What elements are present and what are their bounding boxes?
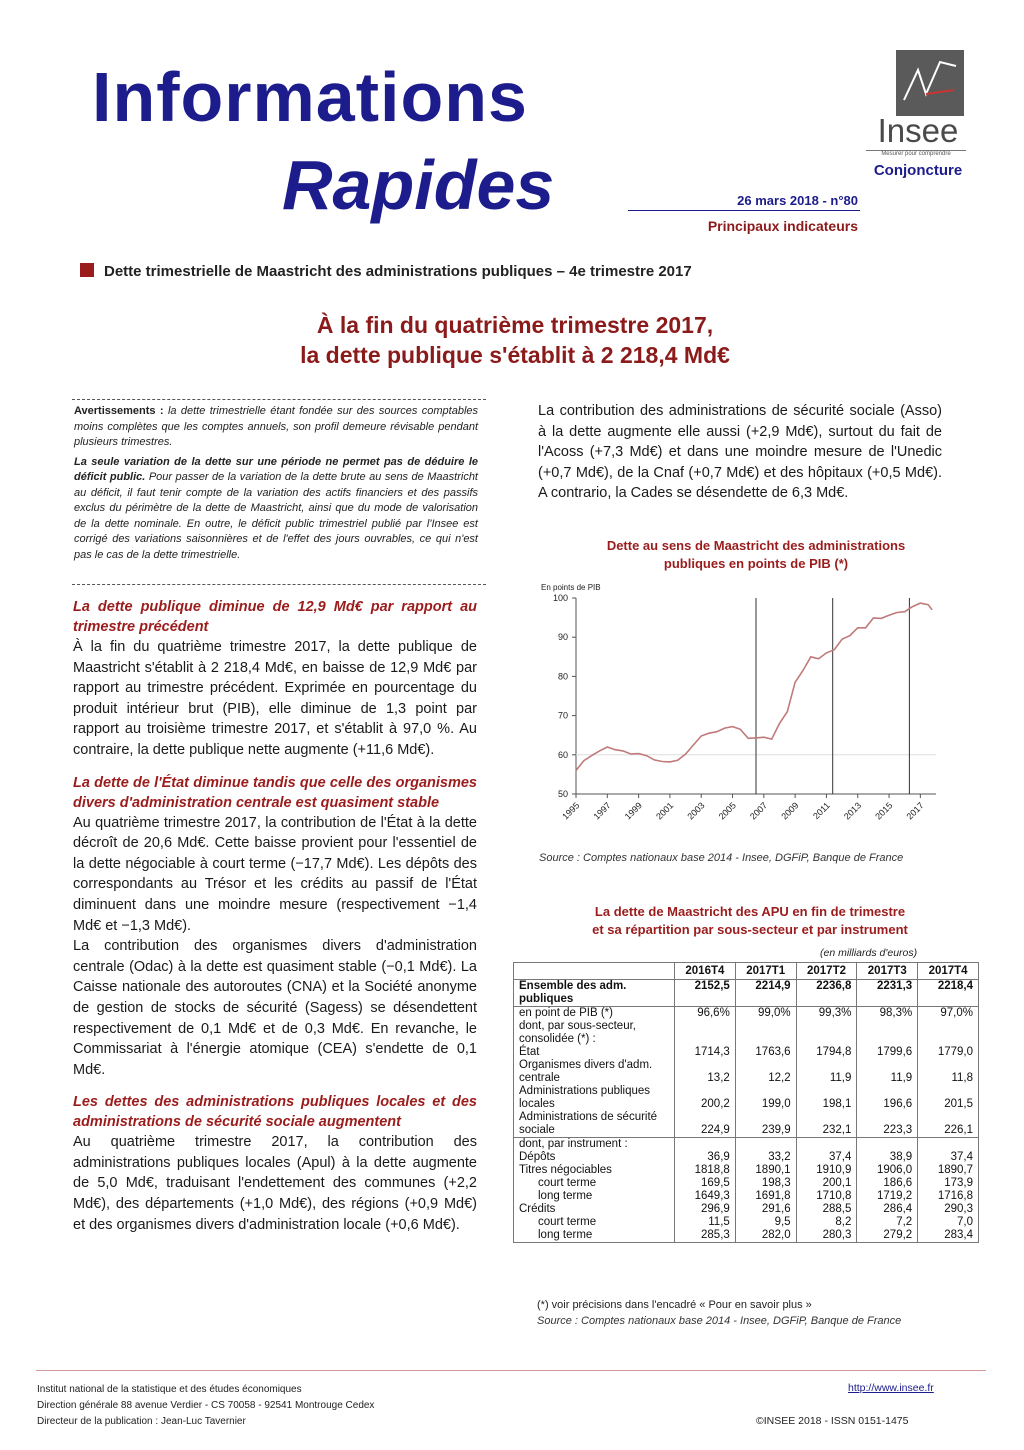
table-cell: 200,2 — [675, 1085, 736, 1111]
publication-type: Principaux indicateurs — [707, 218, 858, 234]
chart-source: Source : Comptes nationaux base 2014 - Insee, DGFiP, Banque de France — [539, 852, 904, 864]
table-note: (*) voir précisions dans l'encadré « Pour en savoir plus » — [537, 1299, 812, 1311]
table-cell: 232,1 — [796, 1111, 857, 1138]
table-cell: 198,1 — [796, 1085, 857, 1111]
warning-text-2: Pour passer de la variation de la dette brute au sens de Maastricht au déficit, il faut tenir compte de la variation des actifs financiers et des passifs exclus du périmètre de la dette de Maastricht, ainsi que du mode de valorisation de la dette nominale. En outre, le déficit public trimestriel publié par l'Insee est corrigé des variations saisonnières et de l'effet des jours ouvrables, ce qui n'est pas le cas de la dette trimestrielle. — [74, 471, 478, 561]
table-header-row — [514, 963, 979, 980]
table-row-label: Administrations de sécurité sociale — [514, 1111, 675, 1138]
table-cell: 37,4 — [918, 1151, 979, 1164]
table-cell: 1910,9 — [796, 1164, 857, 1177]
table-cell: 9,5 — [735, 1216, 796, 1229]
table-cell: 33,2 — [735, 1151, 796, 1164]
table-row — [514, 1007, 979, 1021]
table-header-2017T4: 2017T4 — [918, 963, 979, 980]
masthead-title: Informations — [92, 58, 528, 136]
table-cell — [735, 1020, 796, 1046]
table-cell — [918, 1020, 979, 1046]
table-cell: 169,5 — [675, 1177, 736, 1190]
table-cell: 198,3 — [735, 1177, 796, 1190]
chart-title-line1: Dette au sens de Maastricht des administrations — [606, 538, 906, 553]
table-cell: 11,5 — [675, 1216, 736, 1229]
section-2-paragraph-1: Au quatrième trimestre 2017, la contribution de l'État à la dette décroît de 20,6 Md€. Cette baisse provient pour l'essentiel de la dette négociable à court terme (−17,7 Md€). Les dépôts des correspondants au Trésor et les crédits au passif de l'État diminuent dans une moindre mesure (respectivement −1,4 Md€ et −1,3 Md€). — [73, 814, 477, 934]
insee-logo-icon — [896, 50, 964, 116]
table-source: Source : Comptes nationaux base 2014 - Insee, DGFiP, Banque de France — [537, 1315, 902, 1327]
table-cell — [675, 1138, 736, 1152]
table-row — [514, 1138, 979, 1152]
warning-text-1: la dette trimestrielle étant fondée sur des sources comptables moins complètes que les comptes annuels, son profil demeure révisable pendant plusieurs trimestres. — [74, 405, 478, 448]
table-row-label: long terme — [514, 1190, 675, 1203]
y-tick-label: 60 — [557, 749, 568, 760]
chart-title-line2: publiques en points de PIB (*) — [663, 556, 849, 571]
warning-bold: La seule variation de la dette sur une période ne permet pas de déduire le déficit public. — [74, 455, 478, 483]
table-cell: 1719,2 — [857, 1190, 918, 1203]
table-cell: 98,3% — [857, 1007, 918, 1021]
table-cell: 12,2 — [735, 1059, 796, 1085]
table-header-2017T2: 2017T2 — [796, 963, 857, 980]
table-cell — [675, 1020, 736, 1046]
table-cell: 1716,8 — [918, 1190, 979, 1203]
debt-chart — [530, 590, 950, 850]
table-cell: 11,9 — [857, 1059, 918, 1085]
table-unit: (en milliards d'euros) — [820, 947, 918, 959]
table-cell: 36,9 — [675, 1151, 736, 1164]
table-cell: 8,2 — [796, 1216, 857, 1229]
table-row-label: long terme — [514, 1229, 675, 1243]
warning-bottom-border — [72, 584, 486, 585]
table-cell: 11,8 — [918, 1059, 979, 1085]
table-cell: 1818,8 — [675, 1164, 736, 1177]
x-tick-label: 2011 — [811, 800, 832, 822]
x-tick-label: 2013 — [841, 800, 864, 822]
footer-line2: Direction générale 88 avenue Verdier - CS 70058 - 92541 Montrouge Cedex — [37, 1400, 375, 1411]
table-cell: 201,5 — [918, 1085, 979, 1111]
section-2-paragraph-2: La contribution des organismes divers d'administration centrale (Odac) à la dette est quasiment stable (−0,1 Md€). La Caisse nationale des autoroutes (CNA) et la Société anonyme de gestion de stocks de sécurité (Sagess) se désendettent respectivement de 0,1 Md€ et de 0,3 Md€. En revanche, le Commissariat à l'énergie atomique (CEA) s'endette de 0,1 Md€. — [73, 938, 477, 1078]
table-row-label: État — [514, 1046, 675, 1059]
table-cell: 283,4 — [918, 1229, 979, 1243]
table-cell: 11,9 — [796, 1059, 857, 1085]
chart-title — [540, 537, 972, 573]
table-cell: 288,5 — [796, 1203, 857, 1216]
rubric-title: Dette trimestrielle de Maastricht des administrations publiques – 4e trimestre 2017 — [104, 263, 692, 280]
x-tick-label: 2009 — [779, 800, 801, 822]
headline-line1: À la fin du quatrième trimestre 2017, — [316, 312, 714, 338]
table-row-total — [514, 980, 979, 1007]
table-row-label: dont, par instrument : — [514, 1138, 675, 1152]
table-cell — [796, 1020, 857, 1046]
table-cell: 2152,5 — [675, 980, 736, 1007]
y-tick-label: 90 — [557, 632, 568, 643]
x-tick-label: 2017 — [904, 800, 926, 822]
chart-y-unit: En points de PIB — [541, 583, 601, 592]
table-row — [514, 1190, 979, 1203]
table-cell: 196,6 — [857, 1085, 918, 1111]
table-cell: 37,4 — [796, 1151, 857, 1164]
table-cell — [796, 1138, 857, 1152]
table-cell: 1890,7 — [918, 1164, 979, 1177]
masthead-subtitle: Rapides — [282, 146, 555, 224]
table-title-line2: et sa répartition par sous-secteur et par instrument — [592, 922, 908, 937]
section-title-1: La dette publique diminue de 12,9 Md€ par rapport au trimestre précédent — [73, 599, 477, 635]
table-header-blank — [514, 963, 675, 980]
footer-address — [37, 1382, 374, 1430]
table-cell: 239,9 — [735, 1111, 796, 1138]
table-cell — [857, 1138, 918, 1152]
table-cell: 173,9 — [918, 1177, 979, 1190]
table-row — [514, 1203, 979, 1216]
table-cell: 38,9 — [857, 1151, 918, 1164]
table-cell: 1649,3 — [675, 1190, 736, 1203]
logo-tagline: Mesurer pour comprendre — [866, 150, 966, 157]
footer-url-link[interactable]: http://www.insee.fr — [848, 1382, 934, 1394]
section-1-paragraph-1: À la fin du quatrième trimestre 2017, la dette publique de Maastricht s'établit à 2 218,4 Md€, en baisse de 12,9 Md€ par rapport au trimestre précédent. Exprimée en pourcentage du produit intérieur brut (PIB), elle diminue de 1,3 point par rapport au troisième trimestre 2017, et s'établit à 97,0 %. Au contraire, la dette publique nette augmente (+11,6 Md€). — [73, 639, 477, 758]
table-header-2017T1: 2017T1 — [735, 963, 796, 980]
x-tick-label: 1999 — [622, 800, 645, 822]
table-cell — [857, 1020, 918, 1046]
table-cell: 99,0% — [735, 1007, 796, 1021]
rubric-bullet-icon — [80, 263, 94, 277]
table-title — [520, 903, 980, 939]
table-cell — [735, 1138, 796, 1152]
table-cell: 1890,1 — [735, 1164, 796, 1177]
table-cell: 199,0 — [735, 1085, 796, 1111]
y-tick-label: 80 — [557, 671, 568, 682]
table-row — [514, 1177, 979, 1190]
x-tick-label: 2001 — [654, 800, 676, 822]
table-cell: 286,4 — [857, 1203, 918, 1216]
warning-label: Avertissements : — [74, 405, 164, 417]
y-tick-label: 50 — [557, 789, 568, 799]
table-cell: 282,0 — [735, 1229, 796, 1243]
headline — [190, 310, 840, 370]
table-row — [514, 1059, 979, 1085]
table-cell: 223,3 — [857, 1111, 918, 1138]
section-title-2: La dette de l'État diminue tandis que celle des organismes divers d'administration centrale est quasiment stable — [73, 774, 477, 811]
table-row-label: Administrations publiques locales — [514, 1085, 675, 1111]
table-row — [514, 1164, 979, 1177]
debt-table — [513, 962, 979, 1243]
table-row-label: court terme — [514, 1216, 675, 1229]
table-cell: 296,9 — [675, 1203, 736, 1216]
headline-line2: la dette publique s'établit à 2 218,4 Md€ — [300, 342, 730, 368]
table-cell: 7,0 — [918, 1216, 979, 1229]
table-row — [514, 1216, 979, 1229]
table-cell: 99,3% — [796, 1007, 857, 1021]
left-column — [73, 597, 477, 1235]
table-cell: 2231,3 — [857, 980, 918, 1007]
table-cell: 1779,0 — [918, 1046, 979, 1059]
table-cell: 224,9 — [675, 1111, 736, 1138]
table-header-2016T4: 2016T4 — [675, 963, 736, 980]
x-tick-label: 2007 — [748, 800, 770, 822]
footer-line3: Directeur de la publication : Jean-Luc Tavernier — [37, 1416, 246, 1427]
table-cell: 1763,6 — [735, 1046, 796, 1059]
table-row — [514, 1085, 979, 1111]
table-cell: 1794,8 — [796, 1046, 857, 1059]
x-tick-label: 1995 — [560, 800, 582, 822]
footer-issn: ©INSEE 2018 - ISSN 0151-1475 — [756, 1415, 909, 1427]
table-row — [514, 1229, 979, 1243]
x-tick-label: 1997 — [591, 800, 613, 822]
table-row — [514, 1020, 979, 1046]
warning-top-border — [72, 399, 486, 400]
table-cell: 280,3 — [796, 1229, 857, 1243]
table-cell: 290,3 — [918, 1203, 979, 1216]
table-cell — [918, 1138, 979, 1152]
table-header-2017T3: 2017T3 — [857, 963, 918, 980]
table-cell: 1714,3 — [675, 1046, 736, 1059]
table-cell: 7,2 — [857, 1216, 918, 1229]
table-row-label: Ensemble des adm. publiques — [514, 980, 675, 1007]
table-row — [514, 1046, 979, 1059]
header-rule — [628, 210, 860, 211]
table-cell: 2236,8 — [796, 980, 857, 1007]
table-row-label: Dépôts — [514, 1151, 675, 1164]
table-cell: 200,1 — [796, 1177, 857, 1190]
table-title-line1: La dette de Maastricht des APU en fin de trimestre — [594, 904, 906, 919]
table-cell: 97,0% — [918, 1007, 979, 1021]
table-cell: 279,2 — [857, 1229, 918, 1243]
table-row-label: Crédits — [514, 1203, 675, 1216]
y-tick-label: 70 — [557, 710, 568, 721]
table-cell: 2218,4 — [918, 980, 979, 1007]
table-cell: 1906,0 — [857, 1164, 918, 1177]
logo-subtitle: Conjoncture — [873, 162, 963, 179]
footer-rule — [36, 1370, 986, 1371]
warning-box — [74, 404, 478, 567]
table-cell: 226,1 — [918, 1111, 979, 1138]
table-cell: 1691,8 — [735, 1190, 796, 1203]
section-3-paragraph-1: Au quatrième trimestre 2017, la contribution des administrations publiques locales (Apul) à la dette augmente de 5,0 Md€, traduisant l'endettement des communes (+2,2 Md€), des départements (+1,0 Md€), des régions (+0,9 Md€) et des organismes divers d'administration locale (+0,6 Md€). — [73, 1134, 477, 1233]
table-cell: 96,6% — [675, 1007, 736, 1021]
y-tick-label: 100 — [552, 593, 568, 603]
table-row — [514, 1151, 979, 1164]
table-cell: 2214,9 — [735, 980, 796, 1007]
table-row-label: en point de PIB (*) — [514, 1007, 675, 1021]
table-row-label: Titres négociables — [514, 1164, 675, 1177]
series-line — [576, 603, 932, 770]
table-cell: 291,6 — [735, 1203, 796, 1216]
section-title-3: Les dettes des administrations publiques locales et des administrations de sécurité sociale augmentent — [73, 1094, 477, 1131]
table-cell: 186,6 — [857, 1177, 918, 1190]
table-cell: 285,3 — [675, 1229, 736, 1243]
footer-line1: Institut national de la statistique et des études économiques — [37, 1384, 302, 1395]
table-cell: 13,2 — [675, 1059, 736, 1085]
x-tick-label: 2003 — [685, 800, 707, 822]
table-cell: 1799,6 — [857, 1046, 918, 1059]
table-row-label: court terme — [514, 1177, 675, 1190]
publication-date: 26 mars 2018 - n°80 — [737, 193, 858, 208]
table-row-label: dont, par sous-secteur, consolidée (*) : — [514, 1020, 675, 1046]
table-cell: 1710,8 — [796, 1190, 857, 1203]
table-row — [514, 1111, 979, 1138]
table-row-label: Organismes divers d'adm. centrale — [514, 1059, 675, 1085]
right-paragraph: La contribution des administrations de sécurité sociale (Asso) à la dette augmente elle aussi (+2,9 Md€), surtout du fait de l'Acoss (+7,3 Md€) et dans une moindre mesure de l'Unedic (+0,7 Md€), de la Cnaf (+0,7 Md€) et des hôpitaux (+0,5 Md€). A contrario, la Cades se désendette de 6,3 Md€. — [538, 403, 942, 502]
x-tick-label: 2005 — [716, 800, 738, 822]
x-tick-label: 2015 — [873, 800, 895, 822]
logo-name: Insee — [877, 112, 959, 149]
